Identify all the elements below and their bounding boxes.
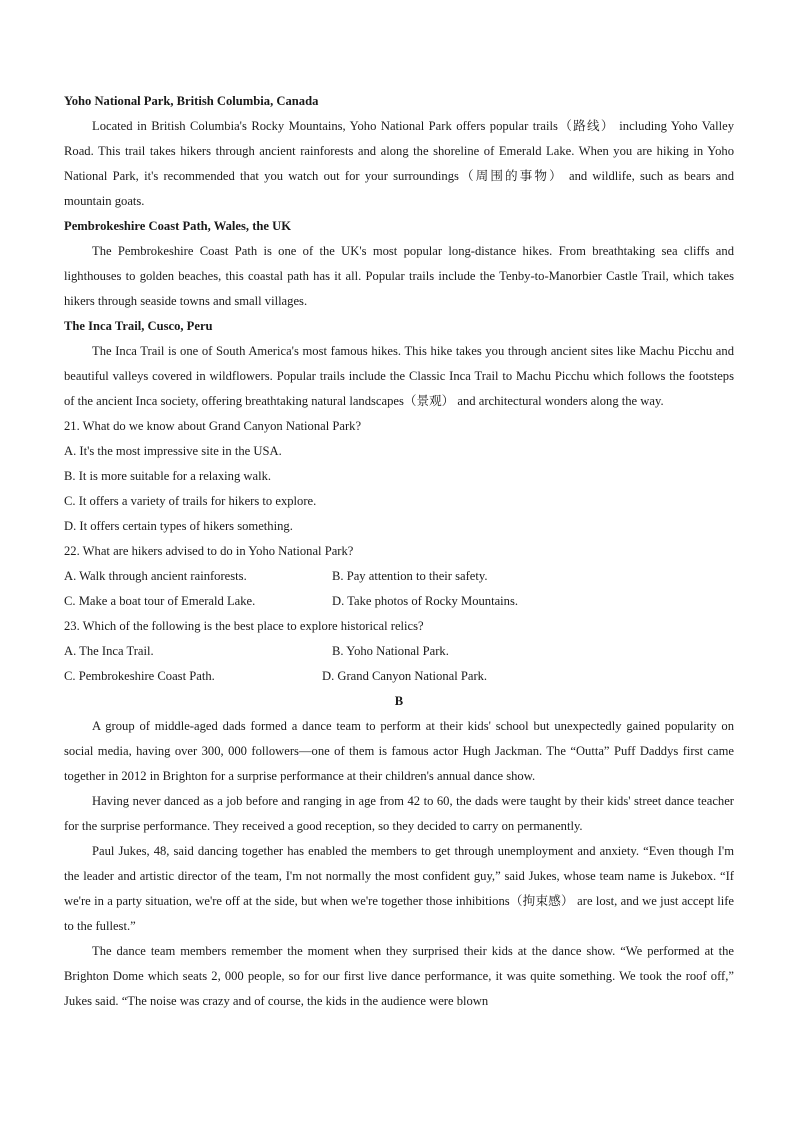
options-row	[64, 589, 734, 614]
inca-paragraph: The Inca Trail is one of South America's most famous hikes. This hike takes you through ancient sites like Machu Picchu and beautiful valleys covered in wildflowers. Popular trails include the Classic Inca Trail to Machu Picchu which follows the footsteps of the ancient Inca society, offering breathtaking natural landscapes（景观） and architectural wonders along the way.	[64, 344, 734, 408]
section-b-paragraph-4: The dance team members remember the moment when they surprised their kids at the dance show. “We performed at the Brighton Dome which seats 2, 000 people, so for our first live dance performance, it was quite something. We took the roof off,” Jukes said. “The noise was crazy and of course, the kids in the audience were blown	[64, 944, 734, 1008]
option-a: A. Walk through ancient rainforests.	[64, 569, 247, 583]
option-a: A. It's the most impressive site in the USA.	[64, 444, 282, 458]
question-stem: 21. What do we know about Grand Canyon National Park?	[64, 419, 362, 433]
question-22	[64, 539, 734, 614]
option-d: D. Grand Canyon National Park.	[322, 669, 488, 683]
pembrokeshire-heading: Pembrokeshire Coast Path, Wales, the UK	[64, 219, 292, 233]
pembrokeshire-paragraph: The Pembrokeshire Coast Path is one of the UK's most popular long-distance hikes. From breathtaking sea cliffs and lighthouses to golden beaches, this coastal path has it all. Popular trails include the Tenby-to-Manorbier Castle Trail, which takes hikers through seaside towns and small villages.	[64, 244, 734, 308]
option-b: B. It is more suitable for a relaxing walk.	[64, 469, 272, 483]
question-23	[64, 614, 734, 689]
option-c: C. Make a boat tour of Emerald Lake.	[64, 594, 256, 608]
options-row	[64, 664, 734, 689]
inca-heading: The Inca Trail, Cusco, Peru	[64, 319, 213, 333]
section-b-paragraph-2: Having never danced as a job before and ranging in age from 42 to 60, the dads were taught by their kids' street dance teacher for the surprise performance. They received a good reception, so they decided to carry on permanently.	[64, 794, 734, 833]
option-a: A. The Inca Trail.	[64, 644, 154, 658]
option-b: B. Yoho National Park.	[332, 644, 449, 658]
yoho-paragraph: Located in British Columbia's Rocky Mountains, Yoho National Park offers popular trails（路线） including Yoho Valley Road. This trail takes hikers through ancient rainforests and along the shoreline of Emerald Lake. When you are hiking in Yoho National Park, it's recommended that you watch out for your surroundings（周围的事物） and wildlife, such as bears and mountain goats.	[64, 119, 734, 208]
option-b: B. Pay attention to their safety.	[332, 569, 488, 583]
section-b-label: B	[394, 694, 404, 708]
option-c: C. Pembrokeshire Coast Path.	[64, 669, 215, 683]
section-b-paragraph-1: A group of middle-aged dads formed a dance team to perform at their kids' school but unexpectedly gained popularity on social media, having over 300, 000 followers—one of them is famous actor Hugh Jackman. The “Outta” Puff Daddys first came together in 2012 in Brighton for a surprise performance at their children's annual dance show.	[64, 719, 734, 783]
option-d: D. Take photos of Rocky Mountains.	[332, 594, 519, 608]
option-c: C. It offers a variety of trails for hikers to explore.	[64, 494, 317, 508]
document-page	[64, 89, 734, 1014]
question-stem: 23. Which of the following is the best place to explore historical relics?	[64, 619, 424, 633]
options-row	[64, 564, 734, 589]
question-stem: 22. What are hikers advised to do in Yoho National Park?	[64, 544, 354, 558]
option-d: D. It offers certain types of hikers something.	[64, 519, 293, 533]
options-row	[64, 639, 734, 664]
question-21	[64, 414, 734, 539]
section-b-paragraph-3: Paul Jukes, 48, said dancing together has enabled the members to get through unemployment and anxiety. “Even though I'm the leader and artistic director of the team, I'm not normally the most confident guy,” said Jukes, whose team name is Jukebox. “If we're in a party situation, we're off at the side, but when we're together those inhibitions（拘束感） are lost, and we just accept life to the fullest.”	[64, 844, 734, 933]
yoho-heading: Yoho National Park, British Columbia, Canada	[64, 94, 319, 108]
